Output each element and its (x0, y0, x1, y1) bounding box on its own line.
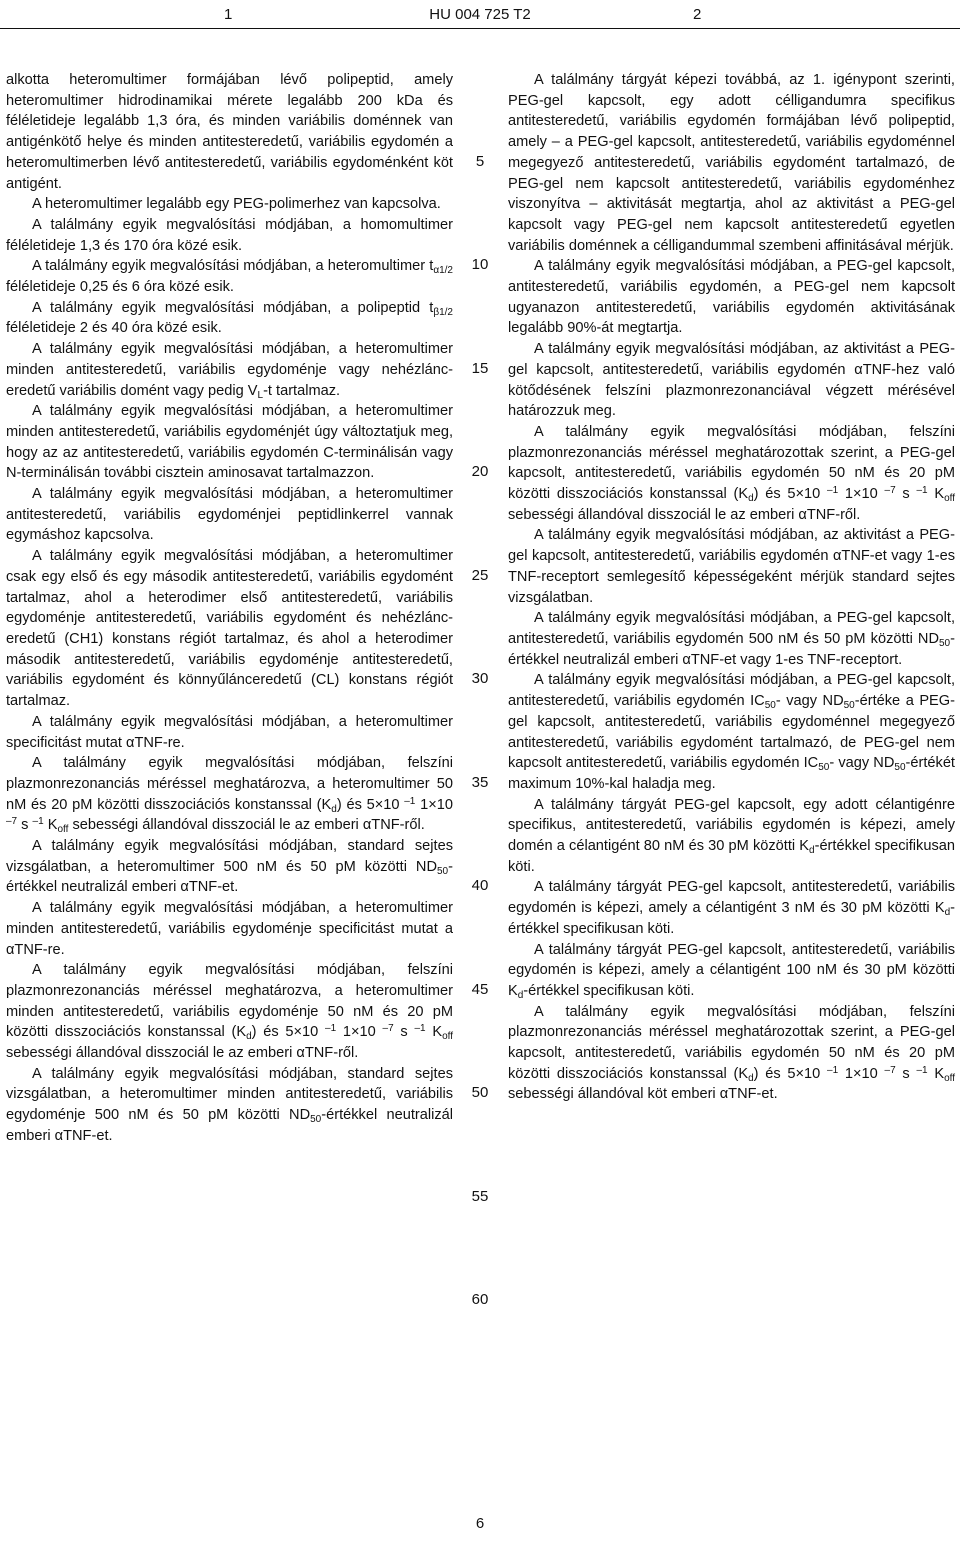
line-number: 15 (471, 359, 489, 377)
paragraph: A találmány egyik megvalósítási módjában, standard sejtes vizsgálatban, a heteromultimer minden antitesteredetű, variábilis egydoménje 500 nM és 50 pM közötti $ND_{50}$-értékkel neutralizál emberi αTNF-et. (6, 1065, 453, 1144)
paragraph: A találmány egyik megvalósítási módjában, a PEG-gel kapcsolt, antitesteredetű, variábilis egydomén 500 nM és 50 pM közötti $ND_{50}$-értékkel neutralizál emberi αTNF-et vagy 1-es TNF-receptort. (508, 610, 955, 668)
right-text-column (508, 70, 955, 1105)
line-number: 5 (475, 152, 485, 170)
paragraph: A találmány egyik megvalósítási módjában, a PEG-gel kapcsolt, antitesteredetű, variábilis egydomén, a PEG-gel nem kapcsolt ugyanazon antitesteredetű, variábilis egydomén aktivitásának legalább 90%-át megtartja. (508, 258, 955, 337)
line-number: 40 (471, 877, 489, 895)
paragraph: A találmány tárgyát PEG-gel kapcsolt, egy adott célantigénre specifikus, antitesteredetű, variábilis egydomén is képezi, amely domén a célantigént 80 nM és 30 pM közötti $K_d$-értékkel specifikusan köti. (508, 796, 955, 875)
paragraph: A találmány egyik megvalósítási módjában, a heteromultimer minden antitesteredetű, variábilis egydoménje specificitást mutat a αTNF-re. (6, 900, 453, 958)
paragraph: A heteromultimer legalább egy PEG-polimerhez van kapcsolva. (32, 196, 441, 213)
paragraph: A találmány egyik megvalósítási módjában, a heteromultimer minden antitesteredetű, variábilis egydoménje vagy nehézlánc-eredetű variábilis domént vagy pedig $V_L-t$ tartalmaz. (6, 341, 453, 401)
paragraph: A találmány egyik megvalósítási módjában, felszíni plazmonrezonanciás méréssel meghatározva, a heteromultimer 50 nM és 20 pM közötti disszociációs konstanssal $(K_d)$ és 5×10 $^{-1}$ 1×10 $^{-7}$ s $^{-1}$ $K_{off}$ sebességi állandóval disszociál le az emberi αTNF-ről. (6, 755, 453, 836)
paragraph: A találmány egyik megvalósítási módjában, felszíni plazmonrezonanciás méréssel meghatározva, a heteromultimer minden antitesteredetű, variábilis egydoménje 50 nM és 20 pM közötti disszociációs konstanssal $(K_d)$ és 5×10 $^{-1}$ 1×10 $^{-7}$ s $^{-1}$ $K_{off}$ sebességi állandóval disszociál le az emberi αTNF-ről. (6, 962, 453, 1062)
line-number: 55 (471, 1187, 489, 1205)
paragraph: A találmány egyik megvalósítási módjában, a heteromultimer $t_{\alpha 1/2}$ féléletideje 0,25 és 6 óra közé esik. (6, 258, 453, 296)
line-number: 10 (471, 256, 489, 274)
paragraph: A találmány egyik megvalósítási módjában, az aktivitást a PEG-gel kapcsolt, antitesteredetű, variábilis egydomén αTNF-hez való kötődésének felszíni plazmonrezonanciával végzett mérésével határozzuk meg. (508, 341, 955, 420)
paragraph: alkotta heteromultimer formájában lévő polipeptid, amely heteromultimer hidrodinamikai mérete legalább 200 kDa és féléletideje legalább 1,3 óra, és minden variábilis doménnek van antigénkötő helye és minden antitesteredetű, variábilis egydomén a heteromultimerben lévő antitesteredetű, variábilis egydoménként köt antigént. (6, 72, 453, 192)
paragraph: A találmány egyik megvalósítási módjában, a heteromultimer specificitást mutat αTNF-re. (6, 713, 453, 751)
paragraph: A találmány tárgyát PEG-gel kapcsolt, antitesteredetű, variábilis egydomén is képezi, amely a célantigént 3 nM és 30 pM közötti $K_d$-értékkel specifikusan köti. (508, 879, 955, 937)
paragraph: A találmány egyik megvalósítási módjában, felszíni plazmonrezonanciás méréssel meghatározottak szerint, a PEG-gel kapcsolt, antitesteredetű, variábilis egydomén 50 nM és 20 pM közötti disszociációs konstanssal $(K_d)$ és 5×10 $^{-1}$ 1×10 $^{-7}$ s $^{-1}$ $K_{off}$ sebességi állandóval disszociál le az emberi αTNF-ről. (508, 423, 955, 523)
line-number: 35 (471, 773, 489, 791)
line-number: 25 (471, 566, 489, 584)
line-number: 20 (471, 463, 489, 481)
paragraph: A találmány egyik megvalósítási módjában, a homomultimer féléletideje 1,3 és 170 óra közé esik. (6, 216, 453, 254)
paragraph: A találmány egyik megvalósítási módjában, a heteromultimer minden antitesteredetű, variábilis egydoménjét úgy változtatjuk meg, hogy az az antitesteredetű, variábilis egydomén C-terminálisán vagy N-terminálisán további cisztein aminosavat tartalmazzon. (6, 403, 453, 482)
document-number: HU 004 725 T2 (429, 6, 531, 23)
line-number: 60 (471, 1291, 489, 1309)
paragraph: A találmány tárgyát PEG-gel kapcsolt, antitesteredetű, variábilis egydomén is képezi, amely a célantigént 100 nM és 30 pM közötti $K_d$-értékkel specifikusan köti. (508, 941, 955, 1001)
paragraph: A találmány egyik megvalósítási módjában, a heteromultimer antitesteredetű, variábilis egydoménjei peptidlinkerrel vannak egymáshoz kapcsolva. (6, 486, 453, 544)
paragraph: A találmány egyik megvalósítási módjában, standard sejtes vizsgálatban, a heteromultimer 500 nM és 50 pM közötti $ND_{50}$-értékkel neutralizál emberi αTNF-et. (6, 838, 453, 896)
paragraph: A találmány tárgyát képezi továbbá, az 1. igénypont szerinti, PEG-gel kapcsolt, egy adott célligandumra specifikus antitesteredetű, variábilis egydomén formájában lévő polipeptid, amely – a PEG-gel kapcsolt, antitesteredetű, variábilis egydoménnel megegyező antitesteredetű, variábilis egydomént tartalmazó, de PEG-gel nem kapcsolt antitesteredetű, variábilis egydoménhez viszonyítva – aktivitását megtartja, ahol az aktivitást a PEG-gel kapcsolt vagy PEG-gel nem kapcsolt antitesteredetű egyetlen variábilis doménnek a célligandummal szembeni affinitásával mérjük. (508, 72, 955, 254)
line-number-gutter (462, 0, 502, 1541)
left-text-column (6, 70, 453, 1147)
line-number: 45 (471, 980, 489, 998)
line-number: 50 (471, 1084, 489, 1102)
right-page-number: 2 (693, 6, 702, 23)
left-page-number: 1 (224, 6, 233, 23)
page-footer-number: 6 (475, 1515, 485, 1532)
paragraph: A találmány egyik megvalósítási módjában, a PEG-gel kapcsolt, antitesteredetű, variábilis egydomén $IC_{50}-$ vagy $ND_{50}$-értéke a PEG-gel kapcsolt, antitesteredetű, variábilis egydoménnel megegyező antitesteredetű, variábilis egydomént tartalmazó, de PEG-gel nem kapcsolt antitesteredetű, variábilis egydomén $IC_{50}-$ vagy $ND_{50}$-értékét maximum 10%-kal haladja meg. (508, 672, 956, 792)
paragraph: A találmány egyik megvalósítási módjában, az aktivitást a PEG-gel kapcsolt, antitesteredetű, variábilis egydomén αTNF-et vagy 1-es TNF-receptort semlegesítő képességeként mérjük standard sejtes vizsgálatban. (508, 527, 955, 606)
paragraph: A találmány egyik megvalósítási módjában, a polipeptid $t_{\beta 1/2}$ féléletideje 2 és 40 óra közé esik. (6, 299, 453, 337)
line-number: 30 (471, 670, 489, 688)
paragraph: A találmány egyik megvalósítási módjában, a heteromultimer csak egy első és egy második antitesteredetű, variábilis egydomént tartalmaz, ahol a heterodimer első antitesteredetű, variábilis egydoménje antitesteredetű, variábilis egydomént és nehézlánc-eredetű (CH1) konstans régiót tartalmaz, és ahol a heterodimer második antitesteredetű, variábilis egydoménje antitesteredetű, variábilis egydomént és könnyűlánceredetű (CL) konstans régiót tartalmaz. (6, 548, 453, 710)
paragraph: A találmány egyik megvalósítási módjában, felszíni plazmonrezonanciás méréssel meghatározottak szerint, a PEG-gel kapcsolt, antitesteredetű, variábilis egydomén 50 nM és 20 pM közötti disszociációs konstanssal $(K_d)$ és 5×10 $^{-1}$ 1×10 $^{-7}$ s $^{-1}$ $K_{off}$ sebességi állandóval köt emberi αTNF-et. (508, 1003, 955, 1103)
